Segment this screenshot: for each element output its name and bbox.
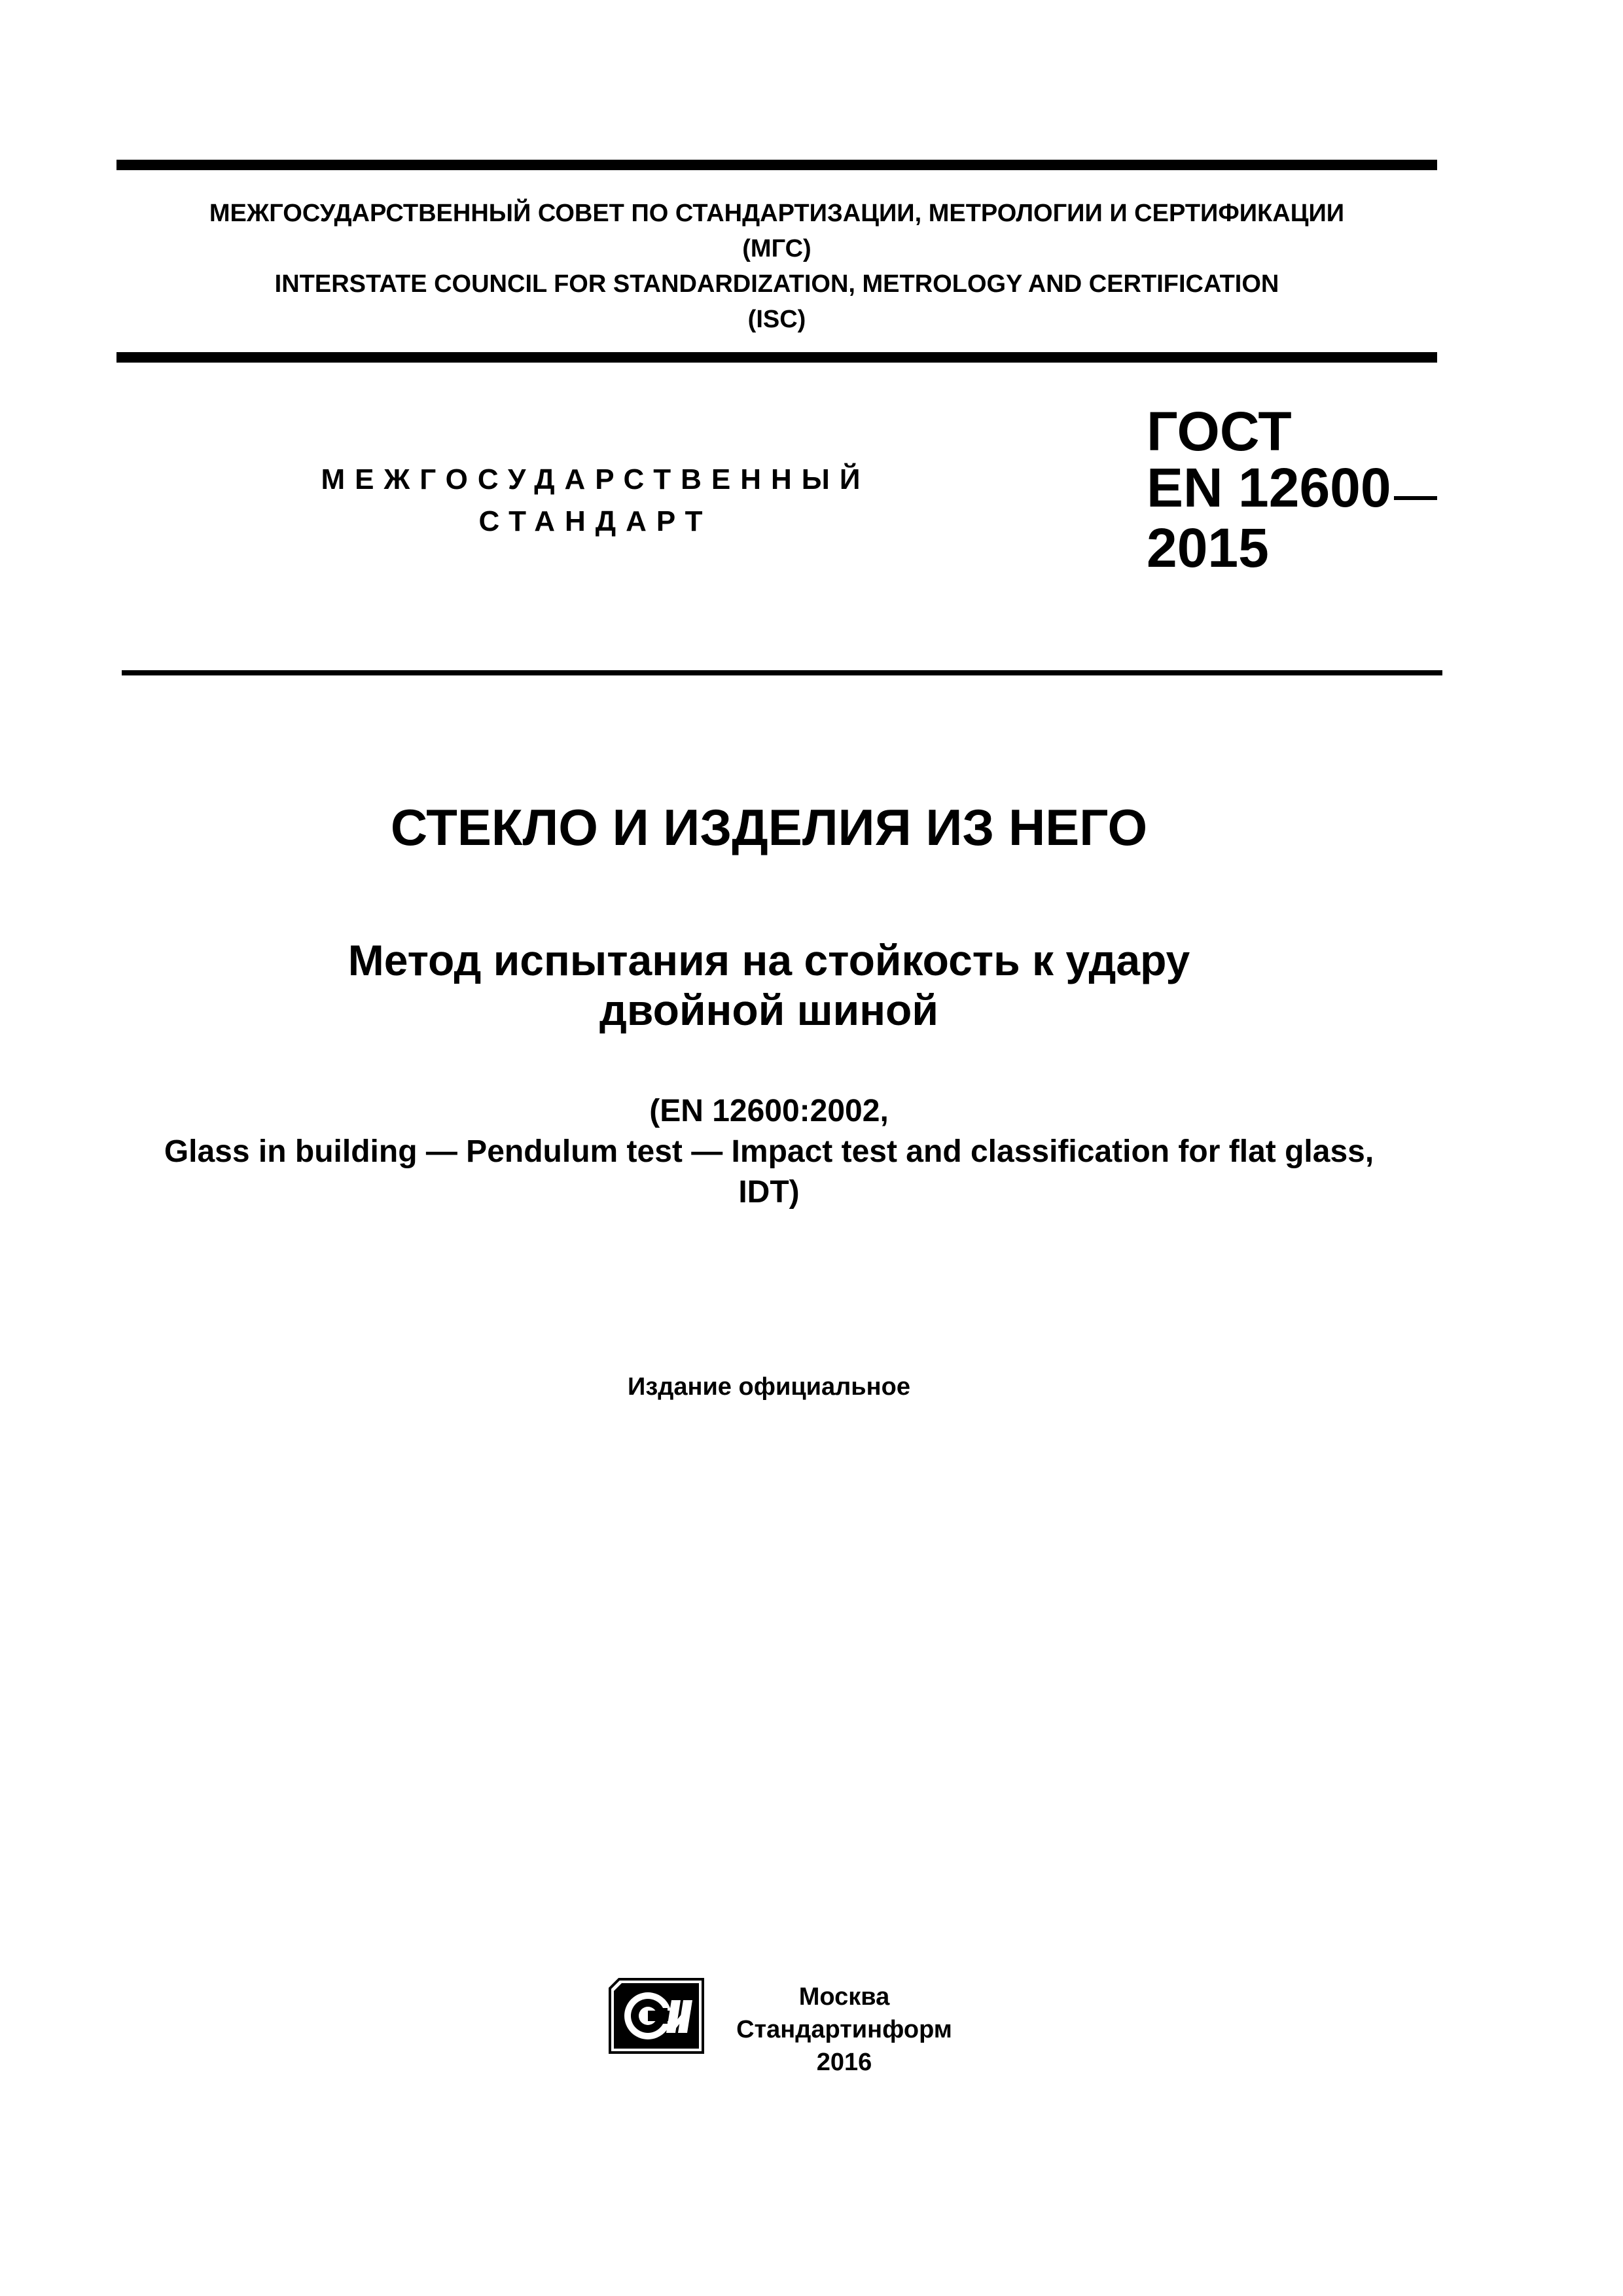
- gost-year: 2015: [1147, 517, 1269, 579]
- document-title: СТЕКЛО И ИЗДЕЛИЯ ИЗ НЕГО: [390, 798, 1148, 856]
- council-abbr-en: (ISC): [747, 306, 806, 333]
- designation-divider: [122, 670, 1442, 675]
- council-name-ru: МЕЖГОСУДАРСТВЕННЫЙ СОВЕТ ПО СТАНДАРТИЗАЦИИ, МЕТРОЛОГИИ И СЕРТИФИКАЦИИ: [209, 200, 1345, 227]
- gost-prefix: ГОСТ: [1147, 401, 1292, 462]
- en-reference-line-1: (EN 12600:2002,: [649, 1094, 889, 1128]
- publisher-name: Стандартинформ: [736, 2016, 952, 2043]
- council-name-en: INTERSTATE COUNCIL FOR STANDARDIZATION, METROLOGY AND CERTIFICATION: [274, 270, 1279, 298]
- en-reference-line-3: IDT): [738, 1175, 800, 1210]
- document-subtitle-line-1: Метод испытания на стойкость к удару: [348, 936, 1190, 984]
- publisher-city: Москва: [798, 1983, 890, 2011]
- standard-type-line-2: СТАНДАРТ: [478, 505, 713, 537]
- standartinform-logo-icon: [607, 1977, 705, 2055]
- en-reference-line-2: Glass in building — Pendulum test — Impact test and classification for flat glass,: [164, 1134, 1374, 1169]
- standard-type-line-1: МЕЖГОСУДАРСТВЕННЫЙ: [321, 463, 870, 495]
- gost-dash: [1394, 496, 1437, 500]
- council-abbr-ru: (МГС): [742, 235, 812, 262]
- publisher-year: 2016: [816, 2049, 872, 2076]
- gost-number: EN 12600: [1147, 457, 1391, 518]
- top-divider: [116, 160, 1437, 170]
- header-divider: [116, 352, 1437, 363]
- edition-label: Издание официальное: [628, 1373, 910, 1401]
- document-subtitle-line-2: двойной шиной: [599, 986, 938, 1034]
